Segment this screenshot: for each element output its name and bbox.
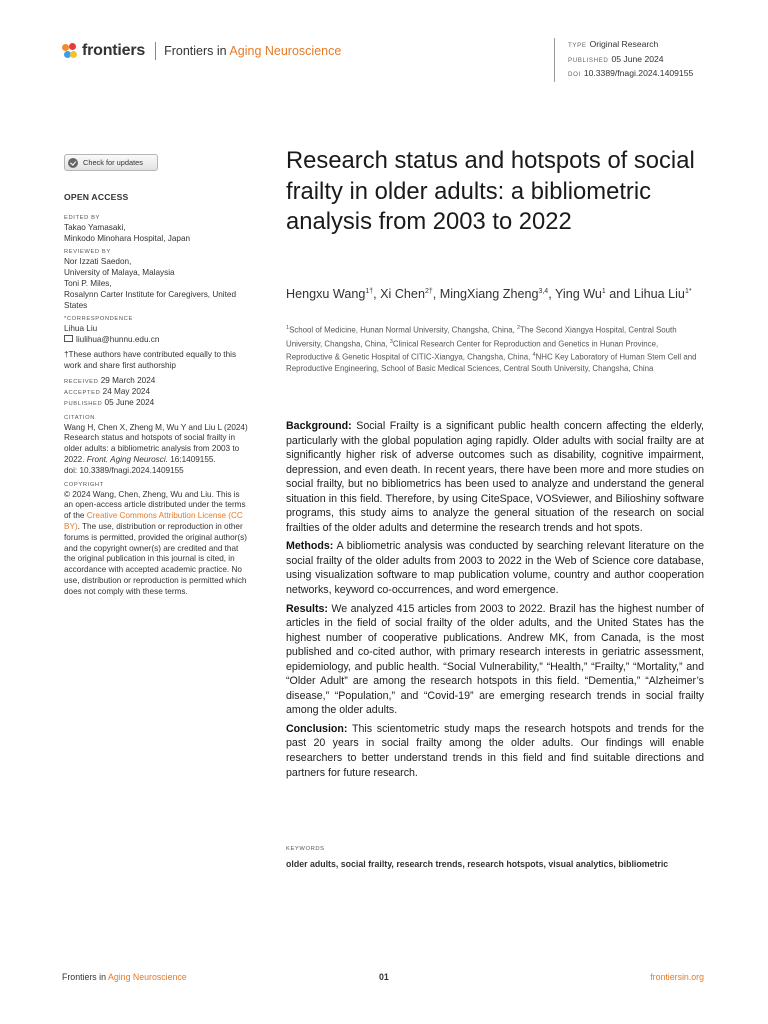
edited-by — [64, 214, 250, 245]
affiliation-marker: 3 — [389, 338, 393, 345]
reviewer-affiliation: University of Malaya, Malaysia — [64, 268, 175, 278]
article-dates — [64, 376, 250, 409]
author-affiliation-marker: 3,4 — [538, 288, 549, 295]
author-affiliation-marker: 1* — [684, 288, 692, 295]
accepted-label: ACCEPTED — [64, 389, 101, 396]
affiliation-text: NHC Key Laboratory of Human Stem Cell and Reproductive Engineering, School of Basic Medical Sciences, Central South University, Changsha, China — [286, 352, 697, 373]
correspondence-email[interactable] — [64, 335, 250, 346]
footer-site-link[interactable]: frontiersin.org — [650, 972, 704, 982]
meta-published-value: 05 June 2024 — [611, 53, 664, 64]
copyright-body: © 2024 Wang, Chen, Zheng, Wu and Liu. This is an open-access article distributed under the terms of the — [64, 489, 246, 521]
journal-prefix: Frontiers in — [164, 44, 230, 58]
meta-doi-label: DOI — [568, 71, 581, 78]
affiliations — [286, 323, 706, 375]
citation-doi[interactable]: doi: 10.3389/fnagi.2024.1409155 — [64, 465, 184, 475]
affiliation-text: Clinical Research Center for Reproduction and Genetics in Hunan Province, Reproductive & Genetic Hospital of CITIC-Xiangya, Changsha, China, — [286, 339, 659, 362]
author-separator: , — [548, 287, 555, 302]
correspondence-email-text: liulihua@hunnu.edu.cn — [76, 335, 160, 345]
brand-name: frontiers — [82, 42, 146, 59]
abstract-section-label: Methods: — [286, 540, 334, 553]
reviewer-affiliation: Rosalynn Carter Institute for Caregivers, United States — [64, 289, 237, 310]
reviewed-by — [64, 248, 250, 311]
author-name[interactable]: Lihua Liu — [633, 287, 685, 302]
abstract-section — [286, 722, 704, 780]
check-for-updates-button[interactable] — [64, 154, 158, 171]
affiliation-text: School of Medicine, Hunan Normal University, Changsha, China, — [289, 325, 517, 335]
affiliation-marker: 4 — [532, 352, 536, 359]
affiliation-text: The Second Xiangya Hospital, Central South University, Changsha, China, — [286, 325, 677, 349]
author-affiliation-marker: 1 — [601, 288, 606, 295]
affiliation-marker: 2 — [516, 325, 521, 331]
check-icon — [68, 158, 78, 168]
received-label: RECEIVED — [64, 378, 99, 385]
frontiers-logo[interactable] — [62, 42, 341, 60]
frontiers-logo-icon — [62, 43, 78, 59]
received-date — [64, 376, 250, 387]
abstract-section-text: A bibliometric analysis was conducted by searching relevant literature on the social frailty of the older adults from 2003 to 2022 in the Web of Science core database, using visualization software to map publication volume, country and author cooperation networks, keyword co-occurrences, and word emergence. — [286, 540, 704, 597]
mail-icon — [64, 335, 73, 342]
meta-type — [568, 38, 693, 53]
copyright-label: COPYRIGHT — [64, 481, 104, 488]
reviewed-by-label: REVIEWED BY — [64, 249, 111, 256]
published-value: 05 June 2024 — [104, 397, 155, 407]
citation-text — [64, 423, 250, 466]
footer-journal-name: Aging Neuroscience — [107, 972, 187, 982]
footer-journal[interactable] — [62, 972, 187, 982]
abstract-section — [286, 539, 704, 597]
meta-published-label: PUBLISHED — [568, 56, 609, 64]
header-divider — [155, 42, 156, 60]
published-label: PUBLISHED — [64, 400, 103, 407]
meta-doi-value[interactable]: 10.3389/fnagi.2024.1409155 — [583, 68, 694, 78]
correspondence-name: Lihua Liu — [64, 324, 98, 334]
author-affiliation-marker: 2† — [424, 288, 433, 295]
author-affiliation-marker: 1† — [365, 288, 374, 295]
published-date — [64, 398, 250, 409]
author-list — [286, 283, 706, 304]
abstract-section-label: Background: — [286, 420, 352, 432]
citation-volume: 16:1409155. — [167, 454, 216, 464]
abstract-section — [286, 602, 704, 718]
sidebar — [64, 192, 250, 602]
abstract-section-label: Results: — [286, 602, 328, 615]
article-title: Research status and hotspots of social frailty in older adults: a bibliometric analysis from 2003 to 2022 — [286, 147, 695, 235]
abstract — [286, 419, 704, 784]
meta-doi — [568, 67, 693, 82]
page-number: 01 — [379, 972, 389, 982]
keywords: older adults, social frailty, research trends, research hotspots, visual analytics, bibliometric — [286, 859, 669, 869]
copyright-terms: . The use, distribution or reproduction in other forums is permitted, provided the original author(s) and the copyright owner(s) are credited and that the original publication in this journal is cited, in accordance with accepted academic practice. No use, distribution or reproduction is permitted which does not comply with these terms. — [64, 521, 247, 596]
author-name[interactable]: Xi Chen — [380, 287, 425, 302]
citation — [64, 414, 250, 477]
accepted-value: 24 May 2024 — [102, 386, 150, 396]
check-for-updates-label: Check for updates — [83, 158, 143, 167]
received-value: 29 March 2024 — [100, 375, 156, 385]
author-separator: , — [373, 287, 381, 302]
author-name[interactable]: MingXiang Zheng — [439, 287, 539, 302]
abstract-section-label: Conclusion: — [286, 722, 348, 735]
correspondence — [64, 315, 250, 346]
copyright — [64, 481, 250, 598]
abstract-section-text: This scientometric study maps the research hotspots and trends for the past 20 years in social frailty among the older adults. Our findings will enable researchers to better understand trends in this field and find suitable directions and partners for future research. — [286, 722, 704, 779]
reviewer-name: Nor Izzati Saedon, — [64, 257, 132, 267]
author-name[interactable]: Ying Wu — [554, 287, 602, 302]
meta-type-label: TYPE — [568, 42, 587, 49]
article-meta — [554, 38, 693, 82]
open-access-label: OPEN ACCESS — [64, 192, 129, 202]
edited-by-label: EDITED BY — [64, 214, 101, 221]
editor-name: Takao Yamasaki, — [64, 222, 126, 232]
abstract-section-text: Social Frailty is a significant public health concern affecting the elderly, particularly with the global population aging rapidly. Older adults with social frailty are at significantly higher risk of adverse outcomes such as disability, cognitive impairment, depression, and even death. In recent years, there have been more and more studies on social frailty, but no bibliometrics has been used to analyze and understand the general situation in this field. Therefore, by using CiteSpace, VOSviewer, and Bilioshiny software programs, this study aims to analyze the general situation of the research on social frailties of the older adults and determine the research trends and hot spots. — [286, 420, 704, 534]
author-name[interactable]: Hengxu Wang — [286, 287, 366, 302]
editor-affiliation: Minkodo Minohara Hospital, Japan — [64, 233, 191, 243]
keywords-label: KEYWORDS — [286, 846, 325, 852]
author-separator: and — [605, 287, 634, 302]
journal-title: Aging Neuroscience — [229, 44, 342, 58]
author-separator: , — [432, 287, 440, 302]
reviewer-name: Toni P. Miles, — [64, 278, 112, 288]
citation-label: CITATION — [64, 414, 95, 421]
journal-name[interactable] — [164, 44, 341, 58]
citation-journal: Front. Aging Neurosci. — [86, 454, 168, 464]
footer-journal-prefix: Frontiers in — [62, 972, 108, 982]
meta-type-value: Original Research — [589, 39, 659, 49]
cc-by-license-link[interactable]: Creative Commons Attribution License (CC BY) — [64, 511, 243, 531]
abstract-section-text: We analyzed 415 articles from 2003 to 2022. Brazil has the highest number of articles in the field of social frailty of the older adults, and the United States has the highest number of cooperative publications. Andrew MK, from Canada, is the most published and co-cited author, with primary research interests in geriatric assessment, epidemiology, and public health. “Social Vulnerability,” “Health,” “Frailty,” “Mortality,” and “Older Adult” are among the research hotspots in this field. “Dementia,” “Alzheimer’s disease,” “Population,” and “Covid-19” are emerging research trends in social frailty among the older adults. — [286, 602, 704, 717]
citation-body: Wang H, Chen X, Zheng M, Wu Y and Liu L (2024) Research status and hotspots of social frailty in older adults: a bibliometric analysis from 2003 to 2022. — [64, 422, 248, 464]
meta-published — [568, 53, 693, 68]
copyright-text — [64, 490, 250, 598]
correspondence-label: *CORRESPONDENCE — [64, 316, 133, 323]
accepted-date — [64, 387, 250, 398]
affiliation-marker: 1 — [286, 325, 290, 331]
equal-contribution-note: †These authors have contributed equally to this work and share first authorship — [64, 349, 237, 370]
abstract-section — [286, 419, 704, 535]
